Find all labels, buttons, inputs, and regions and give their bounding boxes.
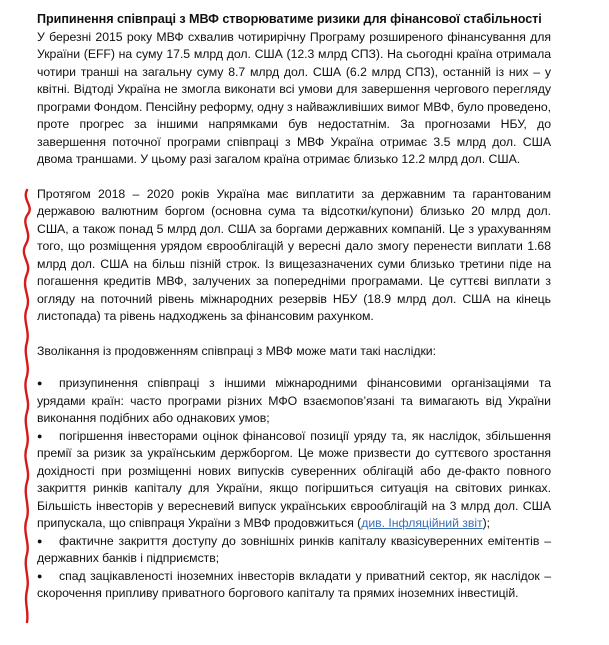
bullet-icon: ● bbox=[37, 430, 43, 441]
bullet-icon: ● bbox=[37, 378, 43, 388]
list-item bbox=[37, 428, 551, 533]
bullet-text: спад зацікавленості іноземних інвесторів вкладати у приватний сектор, як наслідок – скорочення припливу приватного боргового капіталу та прямих іноземних інвестицій. bbox=[37, 568, 551, 600]
document-page bbox=[37, 11, 551, 603]
inflation-report-link[interactable]: див. Інфляційний звіт bbox=[361, 516, 483, 530]
bullet-icon: ● bbox=[37, 570, 43, 581]
bullet-text: фактичне закриття доступу до зовнішніх ринків капіталу квазісуверенних емітентів – державних банків і підприємств; bbox=[37, 533, 551, 565]
paragraph-consequences-intro: Зволікання із продовженням співпраці з МВФ може мати такі наслідки: bbox=[37, 343, 436, 358]
list-item bbox=[37, 568, 551, 603]
consequences-list bbox=[37, 375, 551, 603]
list-item bbox=[37, 375, 551, 428]
paragraph-debt-payments: Протягом 2018 – 2020 років Україна має виплатити за державним та гарантованим державою валютним боргом (основна сума та відсотки/купони) близько 20 млрд дол. США, а також понад 5 млрд дол. США за боргами державних компаній. Це з урахуванням того, що розміщення урядом єврооблігацій у вересні дало змогу перенести виплати 1.68 млрд дол. США на більш пізній строк. Із вищезазначених суми близько третини піде на погашення кредитів МВФ, залучених за попередніми програмами. Це суттєві виплати з огляду на поточний рівень міжнародних резервів НБУ (18.9 млрд дол. США на кінець листопада) та рівень надходжень за фінансовим рахунком. bbox=[37, 186, 551, 323]
bullet-text: призупинення співпраці з іншими міжнародними фінансовими організаціями та урядами країн: часто програми різних МФО взаємопов’язані та вимагають від України виконання подібних або однакових умов; bbox=[37, 376, 551, 425]
paragraph-imf-program: У березні 2015 року МВФ схвалив чотирирічну Програму розширеного фінансування для України (EFF) на суму 17.5 млрд дол. США (12.3 млрд СПЗ). На сьогодні країна отримала чотири транші на загальну суму 8.7 млрд дол. США (6.2 млрд СПЗ), останній із них – у квітні. Відтоді Україна не змогла виконати всі умови для завершення чергового перегляду програми Фондом. Пенсійну реформу, одну з найважливіших вимог МВФ, було проведено, проте прогрес за іншими напрямками був недостатнім. За прогнозами НБУ, до завершення поточної програми співпраці з МВФ Україна отримає 3.5 млрд дол. США двома траншами. У цьому разі загалом країна отримає близько 12.2 млрд дол. США. bbox=[37, 29, 551, 166]
bullet-text: погіршення інвесторами оцінок фінансової позиції уряду та, як наслідок, збільшення премії за ризик за українським держборгом. Це може призвести до суттєвого зростання дохідності при розміщенні нових випусків суверенних облігацій або де-факто повного закриття ринків капіталу для України, якщо погіршиться ситуація на світових ринках. Більшість інвесторів у вересневий випуск українських єврооблігацій на 3 млрд дол. США припускала, що співпраця України з МВФ продовжиться ( bbox=[37, 428, 551, 530]
bullet-text-end: ); bbox=[482, 516, 491, 530]
bullet-icon: ● bbox=[37, 535, 43, 546]
section-heading: Припинення співпраці з МВФ створюватиме ризики для фінансової стабільності bbox=[37, 12, 542, 26]
list-item bbox=[37, 533, 551, 568]
